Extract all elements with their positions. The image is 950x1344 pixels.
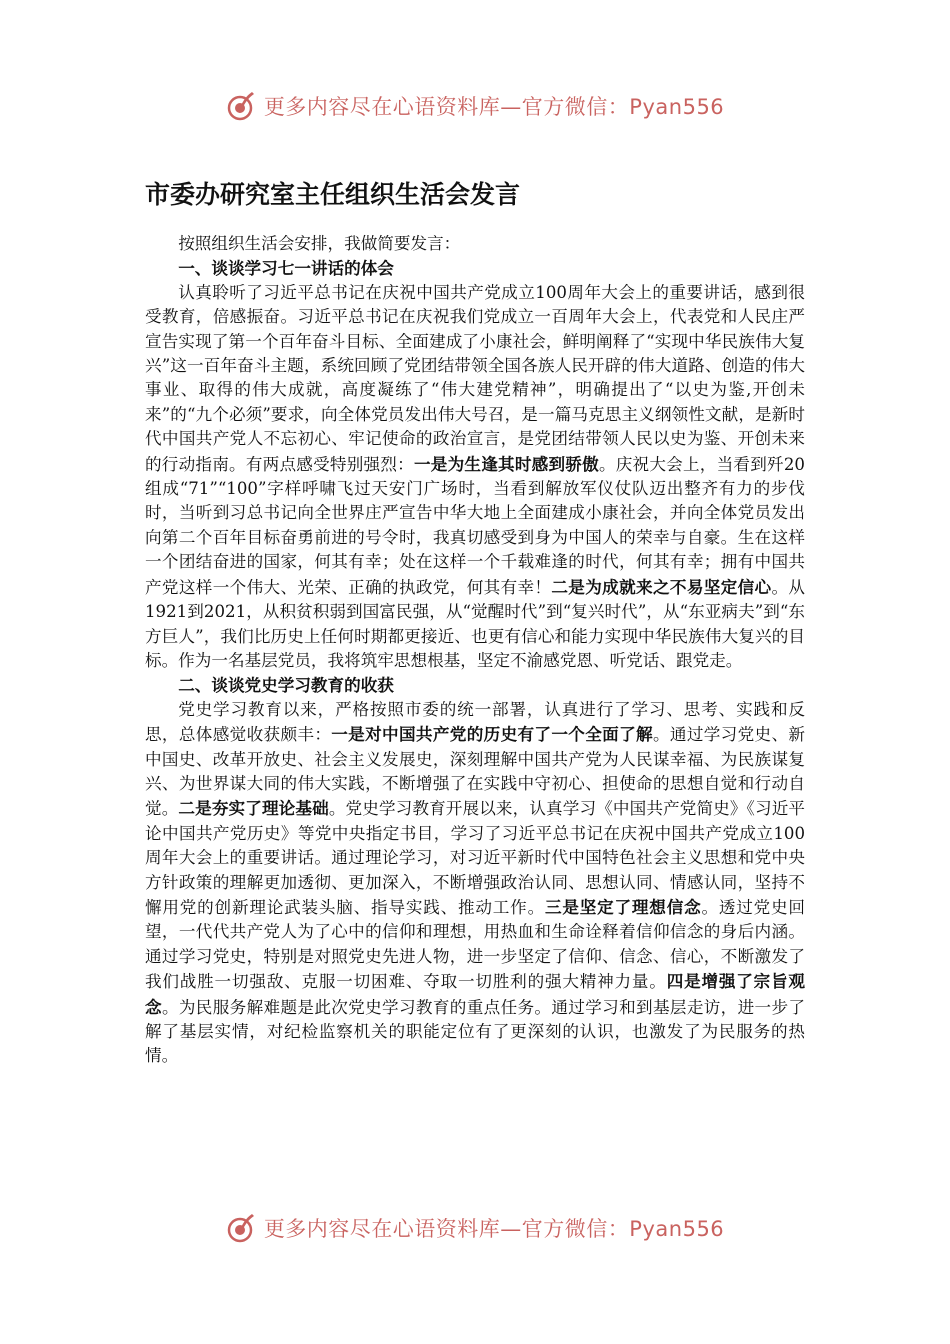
document-body xyxy=(145,232,805,1069)
emphasis-text: 一是对中国共产党的历史有了一个全面了解 xyxy=(331,724,653,745)
intro-paragraph: 按照组织生活会安排，我做简要发言： xyxy=(178,234,461,253)
emphasis-text: 四是增强了宗旨观念 xyxy=(145,971,806,1017)
text-run: 。透过党史回望，一代代共产党人为了心中的信仰和理想，用热血和生命诠释着信仰信念的身后内涵。通过学习党史，特别是对照党史先进人物，进一步坚定了信仰、信念、信心，不断激发了我们战胜一切强敌、克服一切困难、夺取一切胜利的强大精神力量。 xyxy=(145,897,806,992)
text-run: 。从1921到2021，从积贫积弱到国富民强，从“觉醒时代”到“复兴时代”，从“东亚病夫”到“东方巨人”，我们比历史上任何时期都更接近、也更有信心和能力实现中华民族伟大复兴的目标。作为一名基层党员，我将筑牢思想根基，坚定不渝感党恩、听党话、跟党走。 xyxy=(145,577,806,670)
quill-logo-icon xyxy=(226,88,258,124)
text-run: 认真聆听了习近平总书记在庆祝中国共产党成立100周年大会上的重要讲话，感到很受教育，倍感振奋。习近平总书记在庆祝我们党成立一百周年大会上，代表党和人民庄严宣告实现了第一个百年奋斗目标、全面建成了小康社会，鲜明阐释了“实现中华民族伟大复兴”这一百年奋斗主题，系统回顾了党团结带领全国各族人民开辟的伟大道路、创造的伟大事业、取得的伟大成就，高度凝练了“伟大建党精神”，明确提出了“以史为鉴,开创未来”的“九个必须”要求，向全体党员发出伟大号召，是一篇马克思主义纲领性文献，是新时代中国共产党人不忘初心、牢记使命的政治宣言，是党团结带领人民以史为鉴、开创未来的行动指南。有两点感受特别强烈： xyxy=(145,282,805,474)
watermark-text: 更多内容尽在心语资料库—官方微信：Pyan556 xyxy=(263,95,725,119)
section1-paragraph xyxy=(145,281,805,674)
watermark-banner-top xyxy=(0,84,950,128)
section-heading-1: 一、谈谈学习七一讲话的体会 xyxy=(178,258,394,279)
text-run: 。为民服务解难题是此次党史学习教育的重点任务。通过学习和到基层走访，进一步了解了基层实情，对纪检监察机关的职能定位有了更深刻的认识，也激发了为民服务的热情。 xyxy=(145,997,806,1066)
section-heading-2: 二、谈谈党史学习教育的收获 xyxy=(178,675,394,696)
text-run: 。庆祝大会上，当看到歼20组成“71”“100”字样呼啸飞过天安门广场时，当看到解放军仪仗队迈出整齐有力的步伐时，当听到习总书记向全世界庄严宣告中华大地上全面建成小康社会，并向全体党员发出向第二个百年目标奋勇前进的号令时，我真切感受到身为中国人的荣幸与自豪。生在这样一个团结奋进的国家，何其有幸；处在这样一个千载难逢的时代，何其有幸；拥有中国共产党这样一个伟大、光荣、正确的执政党，何其有幸！ xyxy=(145,454,805,597)
watermark-banner-bottom xyxy=(0,1206,950,1250)
quill-logo-icon xyxy=(226,1210,258,1246)
watermark-text: 更多内容尽在心语资料库—官方微信：Pyan556 xyxy=(263,1217,725,1241)
section2-paragraph xyxy=(145,698,805,1069)
emphasis-text: 二是为成就来之不易坚定信心 xyxy=(551,576,772,597)
emphasis-text: 三是坚定了理想信念 xyxy=(544,896,702,917)
text-run: 党史学习教育以来，严格按照市委的统一部署，认真进行了学习、思考、实践和反思，总体感觉收获颇丰： xyxy=(145,699,805,745)
emphasis-text: 一是为生逢其时感到骄傲 xyxy=(414,453,599,474)
emphasis-text: 二是夯实了理论基础 xyxy=(178,798,329,819)
page-title: 市委办研究室主任组织生活会发言 xyxy=(145,180,521,209)
text-run: 。党史学习教育开展以来，认真学习《中国共产党简史》《习近平论中国共产党历史》等党中央指定书目，学习了习近平总书记在庆祝中国共产党成立100周年大会上的重要讲话。通过理论学习，对习近平新时代中国特色社会主义思想和党中央方针政策的理解更加透彻、更加深入，不断增强政治认同、思想认同、情感认同，坚持不懈用党的创新理论武装头脑、指导实践、推动工作。 xyxy=(145,799,806,917)
text-run: 。通过学习党史、新中国史、改革开放史、社会主义发展史，深刻理解中国共产党为人民谋幸福、为民族谋复兴、为世界谋大同的伟大实践，不断增强了在实践中守初心、担使命的思想自觉和行动自觉。 xyxy=(145,725,806,819)
